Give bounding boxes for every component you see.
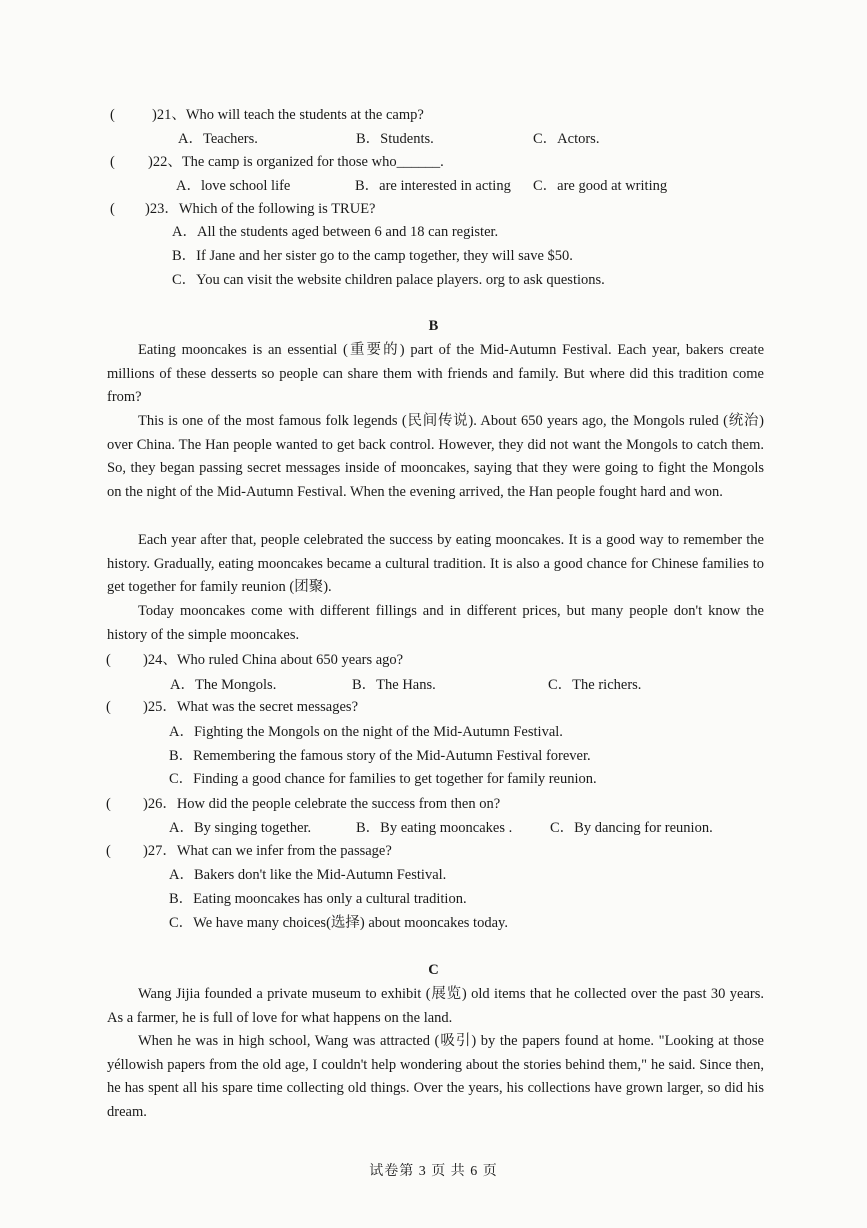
q25-paren: ( (106, 699, 111, 715)
section-b-paragraph-3: Each year after that, people celebrated the success by eating mooncakes. It is a good way to remember the history. Gradually, eating mooncakes became a cultural tradition. It is also a good chance for Chinese families to get together for family reunion (团聚). (107, 532, 764, 595)
q24-paren: ( (106, 652, 111, 668)
q21-paren: ( (110, 107, 115, 123)
q21-option-b: B．Students. (356, 131, 434, 147)
q26-option-b: B．By eating mooncakes . (356, 820, 513, 836)
q24-stem: )24、Who ruled China about 650 years ago? (143, 652, 404, 668)
q25-option-a: A．Fighting the Mongols on the night of the Mid-Autumn Festival. (169, 724, 563, 740)
section-c-paragraph-1: Wang Jijia founded a private museum to exhibit (展览) old items that he collected over the past 30 years. As a farmer, he is full of love for what happens on the land. (107, 986, 764, 1026)
q27-stem: )27．What can we infer from the passage? (143, 843, 392, 859)
q26-option-a: A．By singing together. (169, 820, 312, 836)
q23-option-b: B．If Jane and her sister go to the camp together, they will save $50. (172, 248, 573, 264)
q25-option-c: C．Finding a good chance for families to get together for family reunion. (169, 771, 597, 787)
q21-option-c: C．Actors. (533, 131, 600, 147)
page-footer: 试卷第 3 页 共 6 页 (369, 1164, 498, 1179)
q27-paren: ( (106, 843, 111, 859)
section-c-paragraph-2: When he was in high school, Wang was attracted (吸引) by the papers found at home. "Looking at those yéllowish papers from the old age, I couldn't help wondering about the stories behind them," he said. Since then, he has spent all his spare time collecting old things. Over the years, his collections have grown larger, so did his dream. (107, 1033, 764, 1120)
q24-option-a: A．The Mongols. (170, 677, 277, 693)
q22-paren: ( (110, 154, 115, 170)
q23-option-c: C．You can visit the website children palace players. org to ask questions. (172, 272, 605, 288)
q23-stem: )23．Which of the following is TRUE? (145, 201, 376, 217)
q27-option-b: B．Eating mooncakes has only a cultural tradition. (169, 891, 467, 907)
q26-stem: )26．How did the people celebrate the success from then on? (143, 796, 501, 812)
q26-option-c: C．By dancing for reunion. (550, 820, 713, 836)
q22-option-c: C．are good at writing (533, 178, 668, 194)
section-b-paragraph-2: This is one of the most famous folk legends (民间传说). About 650 years ago, the Mongols ruled (统治) over China. The Han people wanted to get back control. However, they did not want the Mongols to catch them. So, they began passing secret messages inside of mooncakes, saying that they were going to fight the Mongols on the night of the Mid-Autumn Festival. When the evening arrived, the Han people fought hard and won. (107, 413, 764, 500)
section-b-paragraph-4: Today mooncakes come with different fillings and in different prices, but many people don't know the history of the simple mooncakes. (107, 603, 764, 643)
q26-paren: ( (106, 796, 111, 812)
q22-option-b: B．are interested in acting (355, 178, 511, 194)
section-b-paragraph-1: Eating mooncakes is an essential (重要的) part of the Mid-Autumn Festival. Each year, bakers create millions of these desserts so people can share them with friends and family. But where did this tradition come from? (107, 342, 764, 405)
q25-option-b: B．Remembering the famous story of the Mid-Autumn Festival forever. (169, 748, 591, 764)
q23-paren: ( (110, 201, 115, 217)
q27-option-a: A．Bakers don't like the Mid-Autumn Festival. (169, 867, 447, 883)
q24-option-c: C．The richers. (548, 677, 642, 693)
q21-option-a: A．Teachers. (178, 131, 258, 147)
q23-option-a: A．All the students aged between 6 and 18 can register. (172, 224, 499, 240)
q24-option-b: B．The Hans. (352, 677, 436, 693)
q22-option-a: A．love school life (176, 178, 291, 194)
q21-stem: )21、Who will teach the students at the camp? (152, 107, 424, 123)
section-c-heading: C (428, 962, 439, 978)
q25-stem: )25．What was the secret messages? (143, 699, 359, 715)
q27-option-c: C．We have many choices(选择) about mooncakes today. (169, 915, 508, 931)
section-b-heading: B (428, 318, 439, 334)
q22-stem: )22、The camp is organized for those who______. (148, 154, 444, 170)
